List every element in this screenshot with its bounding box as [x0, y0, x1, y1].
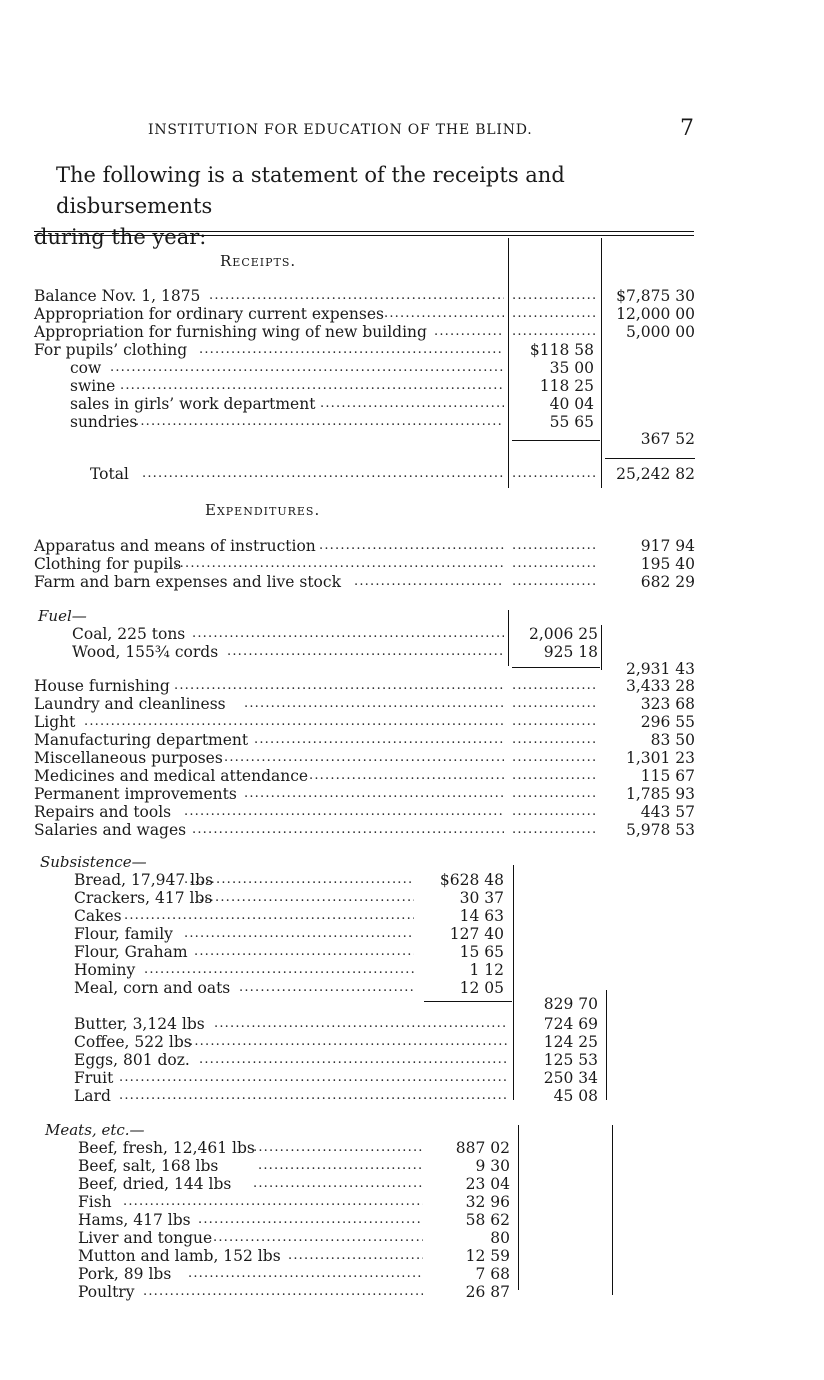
dot-leader-cell [512, 323, 597, 341]
receipt-row [34, 341, 504, 359]
expenditure-row [78, 1175, 423, 1193]
dot-leader [309, 767, 504, 785]
receipt-subamount: 55 65 [549, 413, 594, 431]
dot-leader [199, 341, 504, 359]
line-label: Mutton and lamb, 152 lbs [78, 1247, 281, 1265]
fuel-heading: Fuel— [38, 607, 87, 625]
column-separator [601, 238, 602, 488]
expenditure-amount: 125 53 [543, 1051, 598, 1069]
expenditure-amount: 1,785 93 [625, 785, 695, 803]
expenditure-amount: 296 55 [640, 713, 695, 731]
dot-leader [184, 871, 414, 889]
dot-leader [189, 1033, 508, 1051]
dot-leader-cell [512, 305, 597, 323]
line-label: Liver and tongue [78, 1229, 213, 1247]
expenditure-amount: 7 68 [475, 1265, 510, 1283]
expenditures-heading: Expenditures. [205, 501, 321, 519]
dot-leader [184, 925, 414, 943]
expenditure-row [34, 677, 504, 695]
receipt-row [34, 287, 504, 305]
expenditure-row [74, 979, 414, 997]
expenditure-amount: 26 87 [465, 1283, 510, 1301]
expenditure-row [78, 1247, 423, 1265]
expenditure-row [74, 925, 414, 943]
dot-leader [213, 1229, 423, 1247]
dot-leader [239, 979, 414, 997]
dot-leader-cell [512, 465, 597, 483]
expenditure-amount: 12 59 [465, 1247, 510, 1265]
intro-line-1: The following is a statement of the receipts and disbursements [56, 163, 565, 218]
dot-leader [253, 1139, 423, 1157]
dot-leader-cell [512, 555, 597, 573]
line-label: Fish [78, 1193, 112, 1211]
dot-leader-cell [512, 785, 597, 803]
expenditure-row [34, 767, 504, 785]
sum-rule [605, 458, 695, 459]
receipt-grand-total-row [90, 465, 504, 483]
dot-leader [120, 377, 504, 395]
line-label: Pork, 89 lbs [78, 1265, 172, 1283]
dot-leader [384, 305, 504, 323]
expenditure-amount: 195 40 [640, 555, 695, 573]
expenditure-row [34, 537, 504, 555]
line-label: Miscellaneous purposes [34, 749, 223, 767]
line-label: Wood, 155¾ cords [72, 643, 219, 661]
line-label: For pupils’ clothing [34, 341, 188, 359]
line-label: Crackers, 417 lbs [74, 889, 213, 907]
expenditure-row [34, 555, 504, 573]
receipt-subamount: 118 25 [539, 377, 594, 395]
expenditure-amount: 9 30 [475, 1157, 510, 1175]
column-separator [612, 1125, 613, 1295]
dot-leader [198, 1211, 423, 1229]
expenditure-amount: 1 12 [469, 961, 504, 979]
dot-leader [214, 1015, 508, 1033]
expenditure-amount: 1,301 23 [625, 749, 695, 767]
expenditure-row [78, 1157, 423, 1175]
line-label: Hams, 417 lbs [78, 1211, 191, 1229]
receipt-grand-total: 25,242 82 [616, 465, 695, 483]
dot-leader [354, 573, 504, 591]
receipt-subamount: 35 00 [549, 359, 594, 377]
dot-leader [84, 713, 504, 731]
expenditure-row [72, 625, 504, 643]
expenditure-row [78, 1283, 423, 1301]
dot-leader [258, 1157, 423, 1175]
receipts-heading: Receipts. [220, 252, 297, 270]
line-label: Beef, dried, 144 lbs [78, 1175, 232, 1193]
expenditure-row [34, 731, 504, 749]
line-label: Lard [74, 1087, 111, 1105]
expenditure-row [78, 1211, 423, 1229]
receipt-row [34, 323, 504, 341]
dot-leader-cell [512, 537, 597, 555]
line-label: Permanent improvements [34, 785, 237, 803]
subtotal-amount: 2,931 43 [625, 660, 695, 678]
expenditure-row [74, 943, 414, 961]
line-label: Hominy [74, 961, 136, 979]
dot-leader [110, 359, 504, 377]
expenditure-amount: 3,433 28 [625, 677, 695, 695]
receipt-subamount: $118 58 [529, 341, 594, 359]
dot-leader [253, 1175, 423, 1193]
line-label: House furnishing [34, 677, 170, 695]
expenditure-row [74, 889, 414, 907]
dot-leader [143, 1283, 423, 1301]
top-rule [34, 231, 694, 232]
dot-leader [319, 537, 504, 555]
line-label: Light [34, 713, 76, 731]
subtotal-amount: 829 70 [543, 995, 598, 1013]
dot-leader-cell [512, 695, 597, 713]
dot-leader-cell [512, 713, 597, 731]
dot-leader-cell [512, 749, 597, 767]
dot-leader-cell [512, 803, 597, 821]
line-label: Poultry [78, 1283, 135, 1301]
line-label: Meal, corn and oats [74, 979, 231, 997]
dot-leader [184, 803, 504, 821]
dot-leader [135, 413, 504, 431]
dot-leader [192, 625, 504, 643]
meats-heading: Meats, etc.— [45, 1121, 145, 1139]
subsistence-heading: Subsistence— [40, 853, 147, 871]
expenditure-amount: 887 02 [455, 1139, 510, 1157]
dot-leader [199, 889, 414, 907]
line-label: Manufacturing department [34, 731, 249, 749]
expenditure-row [34, 749, 504, 767]
dot-leader [123, 1193, 423, 1211]
sum-rule [424, 1001, 512, 1002]
line-label: Laundry and cleanliness [34, 695, 226, 713]
line-label: Appropriation for furnishing wing of new building [34, 323, 427, 341]
expenditure-row [78, 1229, 423, 1247]
line-label: sales in girls’ work department [70, 395, 316, 413]
dot-leader-cell [512, 731, 597, 749]
column-separator [513, 865, 514, 1001]
dot-leader-cell [512, 573, 597, 591]
sum-rule [512, 440, 600, 441]
expenditure-amount: 15 65 [459, 943, 504, 961]
receipt-total: 12,000 00 [616, 305, 695, 323]
expenditure-amount: 127 40 [449, 925, 504, 943]
line-label: Apparatus and means of instruction [34, 537, 316, 555]
expenditure-amount: 124 25 [543, 1033, 598, 1051]
line-label: Coal, 225 tons [72, 625, 186, 643]
line-label: Beef, fresh, 12,461 lbs [78, 1139, 255, 1157]
line-label: Flour, family [74, 925, 173, 943]
dot-leader [194, 943, 414, 961]
expenditure-row [72, 643, 504, 661]
expenditure-amount: 443 57 [640, 803, 695, 821]
receipt-total: 5,000 00 [625, 323, 695, 341]
expenditure-amount: 250 34 [543, 1069, 598, 1087]
expenditure-amount: 45 08 [553, 1087, 598, 1105]
expenditure-row [74, 961, 414, 979]
expenditure-amount: 14 63 [459, 907, 504, 925]
line-label: Butter, 3,124 lbs [74, 1015, 205, 1033]
expenditure-row [78, 1265, 423, 1283]
line-label: Balance Nov. 1, 1875 [34, 287, 201, 305]
line-label: sundries [70, 413, 138, 431]
expenditure-amount: 23 04 [465, 1175, 510, 1193]
receipt-subamount: 40 04 [549, 395, 594, 413]
line-label: Total [90, 465, 129, 483]
line-label: Repairs and tools [34, 803, 172, 821]
line-label: Flour, Graham [74, 943, 188, 961]
expenditure-row [74, 907, 414, 925]
expenditure-amount: 323 68 [640, 695, 695, 713]
expenditure-amount: 83 50 [650, 731, 695, 749]
line-label: Eggs, 801 doz. [74, 1051, 190, 1069]
receipt-row [70, 359, 504, 377]
dot-leader [119, 1087, 508, 1105]
dot-leader [244, 695, 504, 713]
receipt-row [70, 377, 504, 395]
expenditure-row [34, 695, 504, 713]
expenditure-amount: 12 05 [459, 979, 504, 997]
expenditure-row [34, 713, 504, 731]
dot-leader [199, 1051, 508, 1069]
expenditure-amount: 30 37 [459, 889, 504, 907]
dot-leader [192, 821, 504, 839]
expenditure-amount: 32 96 [465, 1193, 510, 1211]
expenditure-row [34, 573, 504, 591]
dot-leader [254, 731, 504, 749]
expenditure-amount: 917 94 [640, 537, 695, 555]
expenditure-row [34, 803, 504, 821]
expenditure-row [74, 871, 414, 889]
expenditure-amount: 115 67 [640, 767, 695, 785]
dot-leader [124, 907, 414, 925]
top-rule-2 [34, 235, 694, 236]
dot-leader [169, 555, 504, 573]
dot-leader [320, 395, 504, 413]
dot-leader [288, 1247, 423, 1265]
expenditure-amount: $628 48 [439, 871, 504, 889]
line-label: Cakes [74, 907, 122, 925]
expenditure-amount: 80 [490, 1229, 510, 1247]
expenditure-row [34, 821, 504, 839]
expenditure-row [74, 1015, 508, 1033]
receipt-misc-total: 367 52 [640, 430, 695, 448]
receipt-row [70, 395, 504, 413]
receipt-row [34, 305, 504, 323]
dot-leader-cell [512, 767, 597, 785]
receipt-row [70, 413, 504, 431]
expenditure-row [78, 1193, 423, 1211]
dot-leader [174, 677, 504, 695]
expenditure-row [74, 1051, 508, 1069]
running-title: INSTITUTION FOR EDUCATION OF THE BLIND. [148, 122, 533, 138]
expenditure-amount: 58 62 [465, 1211, 510, 1229]
line-label: Clothing for pupils [34, 555, 182, 573]
line-label: Salaries and wages [34, 821, 187, 839]
dot-leader [142, 465, 504, 483]
receipt-total: $7,875 30 [616, 287, 695, 305]
line-label: swine [70, 377, 116, 395]
dot-leader-cell [512, 287, 597, 305]
expenditure-row [74, 1069, 508, 1087]
line-label: Medicines and medical attendance [34, 767, 309, 785]
expenditure-row [74, 1033, 508, 1051]
line-label: cow [70, 359, 102, 377]
sum-rule [512, 667, 600, 668]
expenditure-amount: 724 69 [543, 1015, 598, 1033]
expenditure-row [34, 785, 504, 803]
dot-leader [434, 323, 504, 341]
line-label: Fruit [74, 1069, 114, 1087]
expenditure-amount: 5,978 53 [625, 821, 695, 839]
line-label: Coffee, 522 lbs [74, 1033, 192, 1051]
line-label: Bread, 17,947 lbs [74, 871, 213, 889]
column-separator [606, 990, 607, 1100]
expenditure-row [78, 1139, 423, 1157]
intro-line-2: during the year: [34, 225, 207, 249]
dot-leader-cell [512, 677, 597, 695]
dot-leader [209, 287, 504, 305]
dot-leader [119, 1069, 508, 1087]
intro-paragraph [34, 160, 694, 253]
dot-leader [188, 1265, 423, 1283]
dot-leader [144, 961, 414, 979]
expenditure-row [74, 1087, 508, 1105]
expenditure-amount: 2,006 25 [528, 625, 598, 643]
expenditure-amount: 925 18 [543, 643, 598, 661]
line-label: Appropriation for ordinary current expenses [34, 305, 384, 323]
line-label: Farm and barn expenses and live stock [34, 573, 341, 591]
line-label: Beef, salt, 168 lbs [78, 1157, 219, 1175]
page-number: 7 [680, 116, 694, 141]
dot-leader [224, 749, 504, 767]
dot-leader-cell [512, 821, 597, 839]
dot-leader [244, 785, 504, 803]
dot-leader [227, 643, 504, 661]
column-separator [518, 1125, 519, 1290]
expenditure-amount: 682 29 [640, 573, 695, 591]
